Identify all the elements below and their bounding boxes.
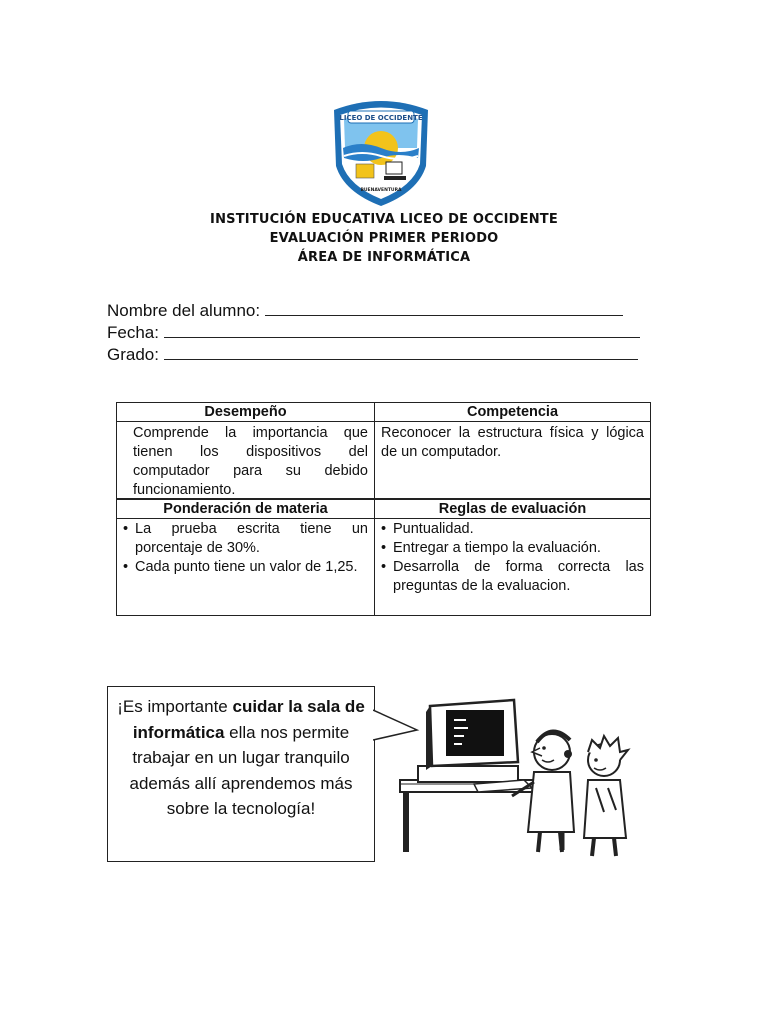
- evaluation-table: [116, 499, 651, 616]
- list-item: • La prueba escrita tiene un porcentaje de 30%.: [119, 520, 368, 558]
- performance-text: Comprende la importancia que tienen los dispositivos del computador para su debido funcionamiento.: [133, 425, 368, 498]
- date-field: [107, 322, 667, 344]
- list-item: • Cada punto tiene un valor de 1,25.: [119, 558, 368, 577]
- rules-list: [375, 519, 650, 596]
- grade-input-line[interactable]: [164, 345, 638, 360]
- speech-bubble: [107, 686, 375, 862]
- date-input-line[interactable]: [164, 323, 640, 338]
- logo-text-bottom: BUENAVENTURA: [360, 188, 402, 193]
- bubble-text-end: ella nos permite trabajar en un lugar tranquilo además allí aprendemos más sobre la tecnología!: [129, 722, 353, 818]
- weighting-list: [117, 519, 374, 577]
- competence-text: Reconocer la estructura física y lógica de un computador.: [381, 425, 644, 460]
- institution-title: INSTITUCIÓN EDUCATIVA LICEO DE OCCIDENTE: [210, 212, 558, 227]
- logo-text-top: LICEO DE OCCIDENTE: [339, 114, 423, 122]
- area-title: ÁREA DE INFORMÁTICA: [297, 250, 471, 265]
- competence-header: Competencia: [375, 403, 650, 422]
- list-item: • Desarrolla de forma correcta las preguntas de la evaluacion.: [377, 558, 644, 596]
- performance-header: Desempeño: [117, 403, 375, 422]
- weighting-header: Ponderación de materia: [117, 500, 375, 519]
- grade-label: Grado:: [107, 345, 159, 364]
- evaluation-title: EVALUACIÓN PRIMER PERIODO: [269, 231, 499, 246]
- student-fields: [107, 300, 667, 366]
- name-label: Nombre del alumno:: [107, 301, 261, 320]
- date-label: Fecha:: [107, 323, 159, 342]
- grade-field: [107, 344, 667, 366]
- performance-table: [116, 402, 651, 499]
- school-logo: [326, 96, 436, 208]
- list-item: • Puntualidad.: [377, 520, 644, 539]
- name-input-line[interactable]: [265, 301, 623, 316]
- kids-computer-illustration: [392, 692, 652, 862]
- list-item: • Entregar a tiempo la evaluación.: [377, 539, 644, 558]
- bubble-text-bold: cuidar la sala de informática: [132, 697, 365, 742]
- document-header: [0, 210, 768, 267]
- bubble-text-start: ¡Es importante: [117, 697, 233, 716]
- rules-header: Reglas de evaluación: [375, 500, 650, 519]
- name-field: [107, 300, 667, 322]
